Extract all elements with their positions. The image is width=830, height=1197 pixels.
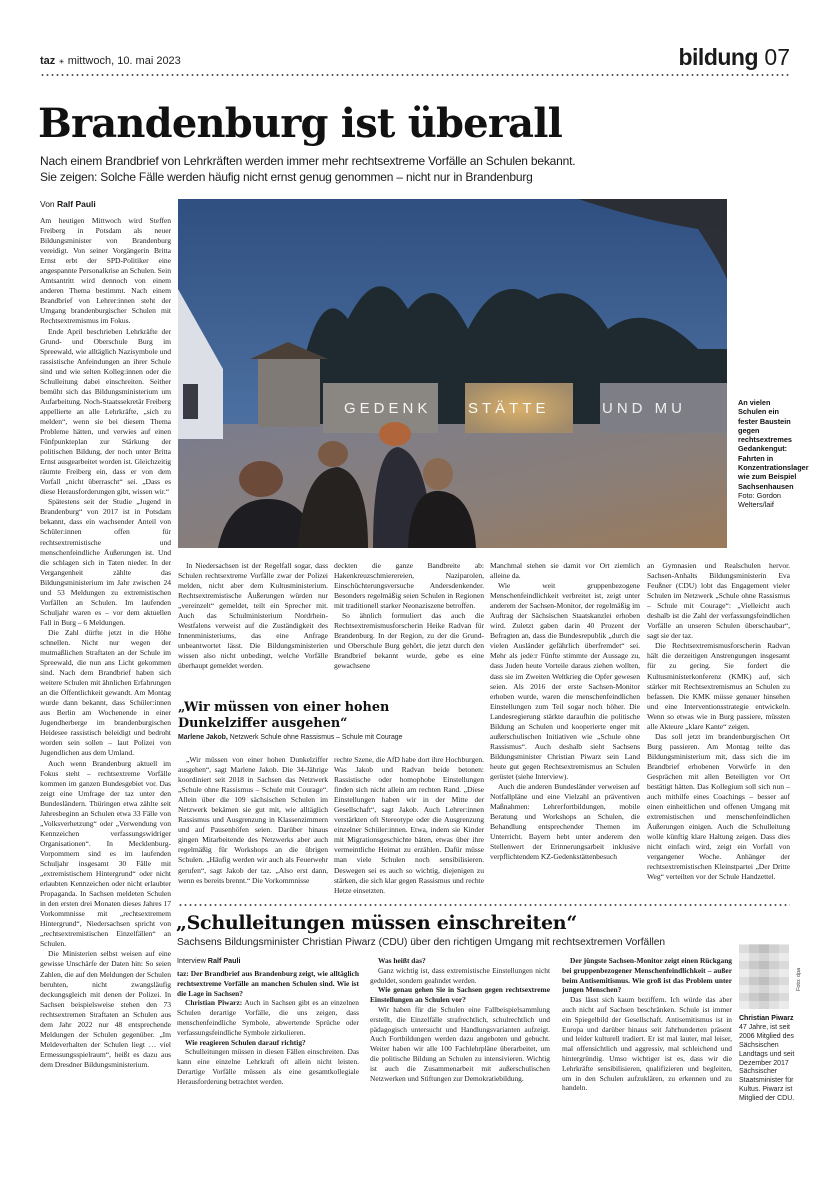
section-name: bildung [678, 44, 759, 70]
interviewee-bio [739, 1015, 805, 1104]
byline [40, 199, 96, 209]
paragraph: Auch die anderen Bundesländer verweisen auf Notfallpläne und eine Vielzahl an präventiven Maßnahmen: Lehrerfortbildungen, mobile Beratung und Workshops an Schulen, die Behandlung entsprechender Themen im Unterricht. Bayern hebt unter anderem den Stellenwert der Erinnerungsarbeit inklusive verpflichtendem KZ-Gedenkstättenbesuch [490, 782, 640, 862]
interview-question: Der jüngste Sachsen-Monitor zeigt einen Rückgang bei gruppenbezogener Menschenfeindlichkeit – außer beim Antisemitismus. Wie groß ist das Problem unter jungen Menschen? [562, 956, 732, 995]
answer-speaker: Christian Piwarz: [185, 998, 243, 1008]
byline-author: Ralf Pauli [57, 199, 96, 209]
interview-subheadline: Sachsens Bildungsminister Christian Piwarz (CDU) über den richtigen Umgang mit rechtsextremen Vorfällen [177, 937, 666, 948]
portrait-photo [739, 944, 789, 1009]
paragraph: deckten die ganze Bandbreite ab: Hakenkreuzschmierereien, Naziparolen, Einschüchterungsversuche Andersdenkender. Besonders regelmäßig seien Schulen in Regionen mit traditionell starker Neonaziszene betroffen. [334, 561, 484, 611]
paragraph: Ende April beschrieben Lehrkräfte der Grund- und Oberschule Burg im Spreewald, wie alltäglich Nazisymbole und rassistische Anfeindungen an ihrer Schule sind und wie selten Kolleg:innen oder die Schulleitung dabei einschreiten. Seither bemüht sich das Bildungsministerium um Aufarbeitung. Noch-Staatssekretär Freiberg appellierte an alle Lehrkräfte, „sich zu melden“, wenn sie bei diesem Thema Probleme hätten, und verwies auf einen Fünfpunkteplan zur Stärkung der politischen Bildung, der noch unter Britta Ernst ausgearbeitet worden ist. Gleichzeitig räumte Freiberg ein, dass er von dem Vorfall „nicht überrascht“ sei. „Dass es diese Herausforderungen gibt, wissen wir.“ [40, 326, 171, 497]
article-column-1 [40, 216, 171, 1070]
interview-divider [178, 904, 790, 906]
interview-question: Wie genau gehen Sie in Sachsen gegen rechtsextreme Einstellungen an Schulen vor? [370, 985, 550, 1005]
sign-text: UND MU [602, 400, 686, 417]
page-number: 07 [764, 44, 790, 70]
portrait-credit: Foto: dpa [796, 967, 802, 991]
quote-speaker: Marlene Jakob, [178, 734, 228, 741]
paragraph: Die Ministerien selbst weisen auf eine gewisse Unschärfe der Daten hin: So seien Zahlen, die auf den Meldungen der Schulen beruhten, nicht zwangsläufig deckungsgleich mit denen der Polizei. In Sachsen beispielsweise stehen den 73 rechtsextremen Straftaten an Schulen aus dem Jahr 2022 nur 48 entsprechende Meldungen der Schulen gegenüber. „Im Meldeverhalten der Schulen liegt … viel Ermessungsspielraum“, heißt es dazu aus dem Dresdner Bildungsministerium. [40, 949, 172, 1069]
article-column-5 [647, 561, 790, 883]
paragraph: In Niedersachsen ist der Regelfall sogar, dass Schulen rechtsextreme Vorfälle zwar der Polizei melden, nicht aber dem Kultusministerium. Rechtsextremistische Äußerungen würden nur „vereinzelt“ gemeldet, teilt ein Sprecher mit. Auch das Schulministerium Nordrhein-Westfalens verweist auf die Zuständigkeit des Innenministeriums, das eine Anfrage unbeantwortet lässt. Die Bildungsministerien wissen also nicht unbedingt, welche Vorfälle überhaupt gemeldet werden. [178, 561, 328, 671]
paragraph: rechte Szene, die AfD habe dort ihre Hochburgen. Was Jakob und Radvan beide betonen: Rassistische oder homophobe Einstellungen finden sich nicht allein am rechten Rand. „Diese Einstellungen haben wir in der Mitte der Gesellschaft“, sagt Jakob. Auch Lehrer:innen verstärkten oft Stereotype oder die Ausgrenzung einzelner Schüler:innen. Etwa, indem sie Kinder mit Migrationsgeschichte bäten, etwas über ihre vermeintliche Heimat zu erzählen. Dafür müsse man viele Schulen noch sensibilisieren. Deswegen sei es auch so wichtig, diejenigen zu stärken, die sich klar gegen Rassismus und rechte Hetze einsetzten. [334, 755, 484, 895]
interview-answer: Wir haben für die Schulen eine Fallbeispielsammlung erstellt, die Einzelfälle strafrechtlich, schulrechtlich und pädagogisch untersucht und Handlungsvarianten aufzeigt. Auch Fortbildungen werden dazu angeboten und gebucht. Weiter haben wir alle 100 Fachlehrpläne überarbeitet, um die politische Bildung an Schulen zu intensivieren. Wichtig ist auch die Zusammenarbeit mit außerschulischen Netzwerken und Stiftungen zur Demokratiebildung. [370, 1004, 550, 1083]
paragraph: Wie weit gruppenbezogene Menschenfeindlichkeit verbreitet ist, zeigt unter anderem der Sachsen-Monitor, der regelmäßig im Auftrag der Sächsischen Staatskanzlei erhoben wird. Zuletzt gaben darin 40 Prozent der Befragten an, dass die Bundesrepublik „durch die vielen Ausländer gefährlich überfremdet“ sei. Mehr als jede:r Fünfte stimmte der Aussage zu, dass Juden heute Vorteile daraus ziehen wollten, dass sie im Zweiten Weltkrieg die Opfer gewesen seien. Als 2016 der erste Sachsen-Monitor erhoben wurde, waren die menschenfeindlichen Einstellungen zum Teil sogar noch höher. Die Landesregierung stärkte daraufhin die politische Bildung an Schulen und kooperierte enger mit außerschulischen Initiativen wie „Schule ohne Rassismus“. Auch deshalb sieht Sachsens Bildungsminister Christian Piwarz sein Land heute gut gegen Rechtsextremismus an Schulen gerüstet (siehe Interview). [490, 581, 640, 781]
interview-question: Wie reagieren Schulen darauf richtig? [185, 1037, 306, 1047]
subheadline-line: Sie zeigen: Solche Fälle werden häufig nicht ernst genug genommen – nicht nur in Brandenburg [40, 169, 533, 184]
answer-text: Auch in Sachsen gibt es an einzelnen Schulen derartige Vorfälle, die uns zeigen, dass menschenfeindliche Symbole, abwertende Sprüche oder verfassungsfeindliche Symbole zirkulieren. [177, 998, 359, 1037]
sign-text: STÄTTE [468, 400, 550, 417]
sign-text: GEDENK [344, 400, 432, 417]
bio-text: 47 Jahre, ist seit 2006 Mitglied des Sächsischen Landtags und seit Dezember 2017 Sächsischer Staatsminister für Kultus. Piwarz ist Mitglied der CDU. [739, 1023, 795, 1103]
photo-caption [738, 398, 809, 510]
article-column-3 [334, 561, 484, 672]
interview-question: taz: Der Brandbrief aus Brandenburg zeigt, wie alltäglich rechtsextreme Vorfälle an manchen Schulen sind. Wie ist die Lage in Sachsen? [177, 969, 359, 998]
interview-answer: Ganz wichtig ist, dass extremistische Einstellungen nicht geduldet, sondern geahndet werden. [370, 965, 550, 985]
paragraph: „Wir müssen von einer hohen Dunkelziffer ausgehen“, sagt Marlene Jakob. Die 34-Jährige koordiniert seit 2018 in Sachsen das Netzwerk „Schule ohne Rassismus – Schule mit Courage“. Allein über die 109 sächsischen Schulen im Netzwerk bekämen sie gut mit, wie alltäglich Rassismus und Ausgrenzung in Klassenzimmern und auf Pausenhöfen seien. Darüber hinaus gingen Mitarbeitende des Netzwerks aber auch regelmäßig für Workshops an die übrigen Schulen. „Häufig werden wir auch als Feuerwehr gerufen“, sagt Jakob der taz. „Also erst dann, wenn es bereits brennt.“ Die Vorkommnisse [178, 755, 328, 885]
paragraph: Die Rechtsextremismusforscherin Radvan hält die derzeitigen Anstrengungen insgesamt für zu gering. Sie fordert die Kultusministerkonferenz (KMK) auf, sich stärker mit Rechtsextremismus an Schulen zu befassen. Die KMK müsse genauer hinsehen und eine Interventionsstrategie entwickeln. Wenn so etwas wie in Burg passiere, müssten alle Akteure „klare Kante“ zeigen. [647, 641, 790, 731]
paragraph: Am heutigen Mittwoch wird Steffen Freiberg in Potsdam als neuer Bildungsminister von Brandenburg vereidigt. Von seiner Vorgängerin Britta Ernst erbt der SPD-Politiker eine angespannte Personalkrise an Schulen. Sein Amtsantritt wird dennoch von einem anderen Thema bestimmt. Nach einem Brandbrief von Lehrer:innen steht der Umgang brandenburgischer Schulen mit Rechtsextremismus im Fokus. [40, 216, 171, 326]
paragraph: Auch wenn Brandenburg aktuell im Fokus steht – rechtsextreme Vorfälle kommen im ganzen Bundesgebiet vor. Das zeigt eine Umfrage der taz unter den Bundesländern. Thüringen etwa zählte seit Jahresbeginn an Schulen etwa 33 Fälle von „Volksverhetzung“ oder „Verwendung von Kennzeichen verfassungswidriger Organisationen“. In Mecklenburg-Vorpommern sind es im laufenden Schuljahr insgesamt 30 Fälle mit „extremistischem Hintergrund“ oder nicht erlaubten Kennzeichen oder nicht erlaubter Propaganda. In Sachsen meldeten Schulen in den ersten drei Monaten dieses Jahres 17 Vorkommnisse mit „rechtsextremem Hintergrund“, Niedersachsen spricht von „rechtsextremistischen Einzelfällen“ an Schulen. [40, 758, 171, 949]
paragraph: an Gymnasien und Realschulen hervor. Sachsen-Anhalts Bildungsministerin Eva Feußner (CDU) lobt das Engagement vieler Schulen im Netzwerk „Schule ohne Rassismus – Schule mit Courage“: „Vielleicht auch deshalb ist die Zahl der verfassungsfeindlichen Vorfälle an unseren Schulen überschaubar“, sagt sie der taz. [647, 561, 790, 641]
sun-icon: ☀ [58, 59, 65, 66]
building-window [183, 384, 198, 419]
paragraph: Die Zahl dürfte jetzt in die Höhe schnellen. Nicht nur wegen der mutmaßlichen Straftaten an der Schule im Spreewald, die nun ans Licht gekommen sind. Nach dem Brandbrief haben sich weitere Schulen mit ähnlichen Erfahrungen an die Öffentlichkeit gewandt. Am Montag wurde dann bekannt, dass Schüler:innen aus Berlin am Wochenende in einer Jugendherberge im brandenburgischen Heidesee rassistisch beleidigt und bedroht worden sein sollen – laut Polizei von Jugendlichen aus dem Umland. [40, 627, 171, 758]
headline: Brandenburg ist überall [38, 100, 563, 147]
header-divider [40, 74, 790, 76]
subheadline [40, 154, 680, 185]
interview-column-2 [370, 956, 550, 1083]
byline-prefix: Interview [177, 956, 206, 965]
interview-column-3 [562, 956, 732, 1093]
article-column-2 [178, 561, 328, 672]
byline-author: Ralf Pauli [207, 956, 241, 965]
article-column-3-lower [334, 755, 484, 896]
interview-byline [177, 956, 241, 965]
article-photo [178, 199, 727, 548]
interview-headline: „Schulleitungen müssen einschreiten“ [176, 912, 577, 934]
section-label [678, 44, 790, 71]
subheadline-line: Nach einem Brandbrief von Lehrkräften werden immer mehr rechtsextreme Vorfälle an Schulen bekannt. [40, 154, 576, 168]
interview-column-1 [177, 969, 359, 1087]
photo-illustration [178, 199, 727, 548]
paragraph: Das soll jetzt im brandenburgischen Ort Burg passieren. Am Montag teilte das Bildungsministerium mit, dass sich die im Brandbrief erhobenen Vorwürfe in den Gesprächen mit allen Beteiligten vor Ort bestätigt hätten. Das Kollegium soll sich nun – auch mithilfe eines Coachings – besser auf einen einheitlichen und offenen Umgang mit extremistischen und menschenfeindlichen Äußerungen einigen. Auch die Schulleitung wolle künftig klare Haltung zeigen. Dass dies nicht einfach wird, zeigt ein Vorfall von vergangener Woche. Anhänger der rechtsextremistischen Kleinstpartei „Der Dritte Weg“ verteilten vor der Schule Handzettel. [647, 731, 790, 882]
byline-prefix: Von [40, 199, 55, 209]
paragraph: Spätestens seit der Studie „Jugend in Brandenburg“ von 2017 ist in Potsdam bekannt, dass ein wachsender Anteil von Schüler:innen offen für rechtsextremistische und menschenfeindliche Äußerungen ist. Und die schlagen sich in Taten nieder. In der Vergangenheit zählte das Bildungsministerium im Jahr zwischen 24 und 53 Meldungen zu extremistischen Vorfällen an Schulen. Im laufenden Schuljahr waren es – vor dem aktuellen Fall in Burg – 6 Meldungen. [40, 497, 171, 627]
pull-quote: „Wir müssen von einer hohen Dunkelziffer ausgehen“ [178, 700, 390, 731]
article-column-4 [490, 561, 640, 862]
article-column-2-lower [178, 755, 328, 886]
issue-date: mittwoch, 10. mai 2023 [67, 55, 181, 67]
quote-organization: Netzwerk Schule ohne Rassismus – Schule mit Courage [229, 734, 403, 741]
interview-answer [177, 998, 359, 1037]
interview-question: Was heißt das? [378, 956, 426, 965]
paragraph: So ähnlich formuliert das auch die Rechtsextremismusforscherin Heike Radvan für Brandenburg. In der Region, zu der die Grund- und Oberschule Burg gehört, die jetzt durch den Brandbrief bekannt wurde, gebe es eine gewachsene [334, 611, 484, 671]
paragraph: Manchmal stehen sie damit vor Ort ziemlich alleine da. [490, 561, 640, 581]
interview-answer: Das lässt sich kaum beziffern. Ich würde das aber auch nicht auf Sachsen beschränken. Schule ist immer ein Spiegelbild der Gesellschaft. Antisemitismus ist in Europa und darüber hinaus seit Jahrhunderten präsent und leider kulturell tradiert. Er ist mal lauter, mal leiser, mal offensichtlich und aggressiv, mal schleichend und hintergründig. Umso wichtiger ist es, dass wir die Lehrkräfte sensibilisieren, qualifizieren und begleiten, um in den Schulen aufzuklären, zu erkennen und zu handeln. [562, 995, 732, 1093]
pull-quote-attribution [178, 734, 402, 741]
bio-name: Christian Piwarz [739, 1015, 794, 1022]
photo-credit: Foto: Gordon Welters/laif [738, 490, 781, 510]
paper-logo: taz [40, 55, 56, 67]
masthead-date [40, 55, 181, 67]
interview-answer: Schulleitungen müssen in diesen Fällen einschreiten. Das kann eine einzelne Lehrkraft oft allein nicht leisten. Derartige Vorfälle müssen als eine gesamtkollegiale Herausforderung betrachtet werden. [177, 1047, 359, 1086]
watchtower [258, 359, 320, 427]
caption-text: An vielen Schulen ein fester Baustein gegen rechtsextremes Gedankengut: Fahrten in Konzentrationslager wie zum Beispiel Sachsenhausen [738, 398, 809, 491]
